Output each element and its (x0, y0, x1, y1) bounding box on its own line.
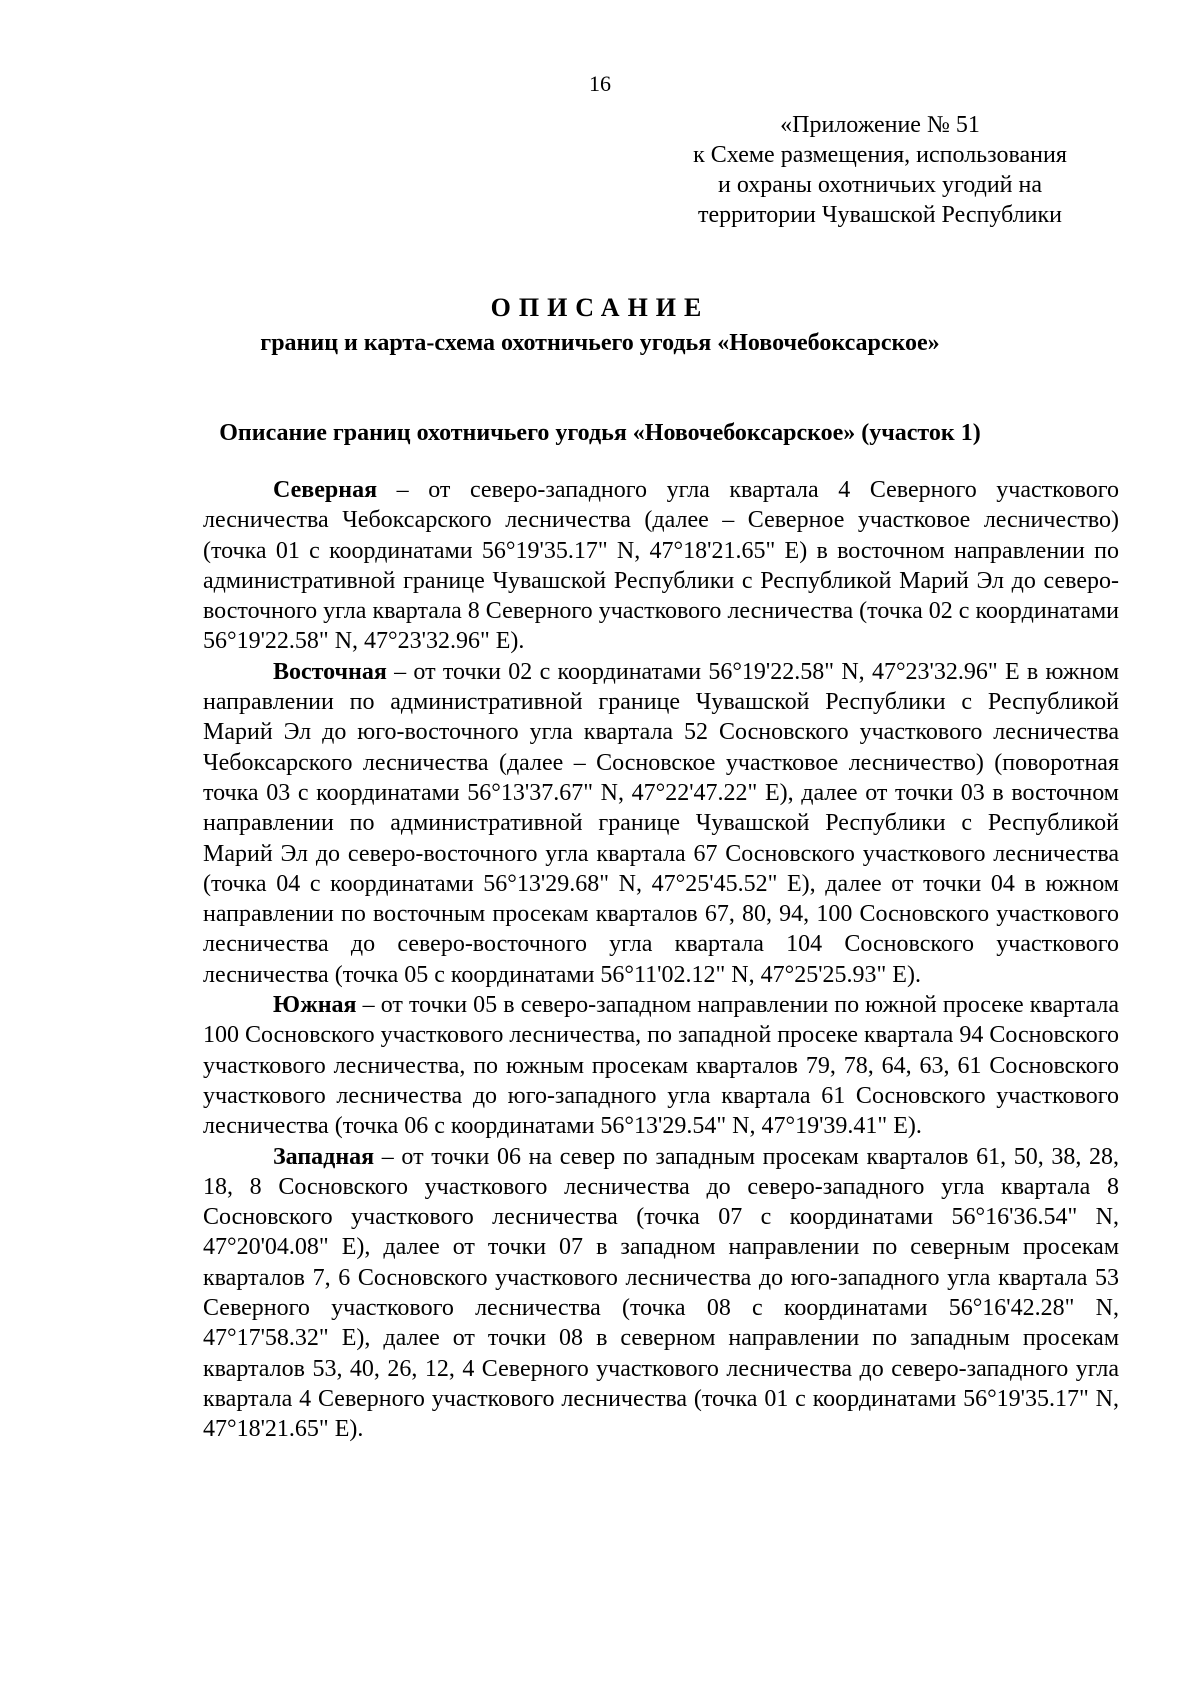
document-title: ОПИСАНИЕ (490, 293, 710, 322)
paragraph-north (203, 475, 1119, 657)
appendix-line: «Приложение № 51 (780, 112, 980, 138)
paragraph-west (203, 1142, 1119, 1445)
boundary-description (203, 475, 1119, 1445)
section-title: Описание границ охотничьего угодья «Новочебоксарское» (участок 1) (219, 420, 981, 446)
paragraph-south (203, 990, 1119, 1141)
paragraph-text: – от точки 02 с координатами 56°19'22.58" N, 47°23'32.96" E в южном направлении по административной границе Чувашской Республики с Республикой Марий Эл до юго-восточного угла квартала 52 Сосновского участкового лесничества Чебоксарского лесничества (далее – Сосновское участковое лесничество) (поворотная точка 03 с координатами 56°13'37.67" N, 47°22'47.22" E), далее от точки 03 в восточном направлении по административной границе Чувашской Республики с Республикой Марий Эл до северо-восточного угла квартала 67 Сосновского участкового лесничества (точка 04 с координатами 56°13'29.68" N, 47°25'45.52" E), далее от точки 04 в южном направлении по восточным просекам кварталов 67, 80, 94, 100 Сосновского участкового лесничества до северо-восточного угла квартала 104 Сосновского участкового лесничества (точка 05 с координатами 56°11'02.12" N, 47°25'25.93" E). (203, 658, 1119, 988)
page-number: 16 (589, 71, 611, 96)
paragraph-text: – от северо-западного угла квартала 4 Северного участкового лесничества Чебоксарского лесничества (далее – Северное участковое лесничество) (точка 01 с координатами 56°19'35.17" N, 47°18'21.65" E) в восточном направлении по административной границе Чувашской Республики с Республикой Марий Эл до северо-восточного угла квартала 8 Северного участкового лесничества (точка 02 с координатами 56°19'22.58" N, 47°23'32.96" E). (203, 477, 1120, 655)
paragraph-label: Южная (273, 992, 357, 1019)
appendix-line: к Схеме размещения, использования (693, 142, 1067, 168)
paragraph-text: – от точки 05 в северо-западном направлении по южной просеке квартала 100 Сосновского участкового лесничества, по западной просеке квартала 94 Сосновского участкового лесничества, по южным просекам кварталов 79, 78, 64, 63, 61 Сосновского участкового лесничества до юго-западного угла квартала 61 Сосновского участкового лесничества (точка 06 с координатами 56°13'29.54" N, 47°19'39.41" E). (203, 992, 1119, 1140)
paragraph-label: Западная (273, 1143, 375, 1170)
paragraph-east (203, 657, 1119, 990)
paragraph-label: Северная (273, 477, 378, 503)
paragraph-label: Восточная (273, 658, 387, 685)
paragraph-text: – от точки 06 на север по западным просекам кварталов 61, 50, 38, 28, 18, 8 Сосновского участкового лесничества до северо-западного угла квартала 8 Сосновского участкового лесничества (точка 07 с координатами 56°16'36.54" N, 47°20'04.08" E), далее от точки 07 в западном направлении по северным просекам кварталов 7, 6 Сосновского участкового лесничества до юго-западного угла квартала 53 Северного участкового лесничества (точка 08 с координатами 56°16'42.28" N, 47°17'58.32" E), далее от точки 08 в северном направлении по западным просекам кварталов 53, 40, 26, 12, 4 Северного участкового лесничества до северо-западного угла квартала 4 Северного участкового лесничества (точка 01 с координатами 56°19'35.17" N, 47°18'21.65" E). (203, 1143, 1119, 1443)
appendix-line: и охраны охотничьих угодий на (717, 172, 1043, 198)
document-subtitle: границ и карта-схема охотничьего угодья «Новочебоксарское» (260, 330, 940, 356)
appendix-line: территории Чувашской Республики (698, 202, 1062, 228)
appendix-header (640, 110, 1120, 230)
